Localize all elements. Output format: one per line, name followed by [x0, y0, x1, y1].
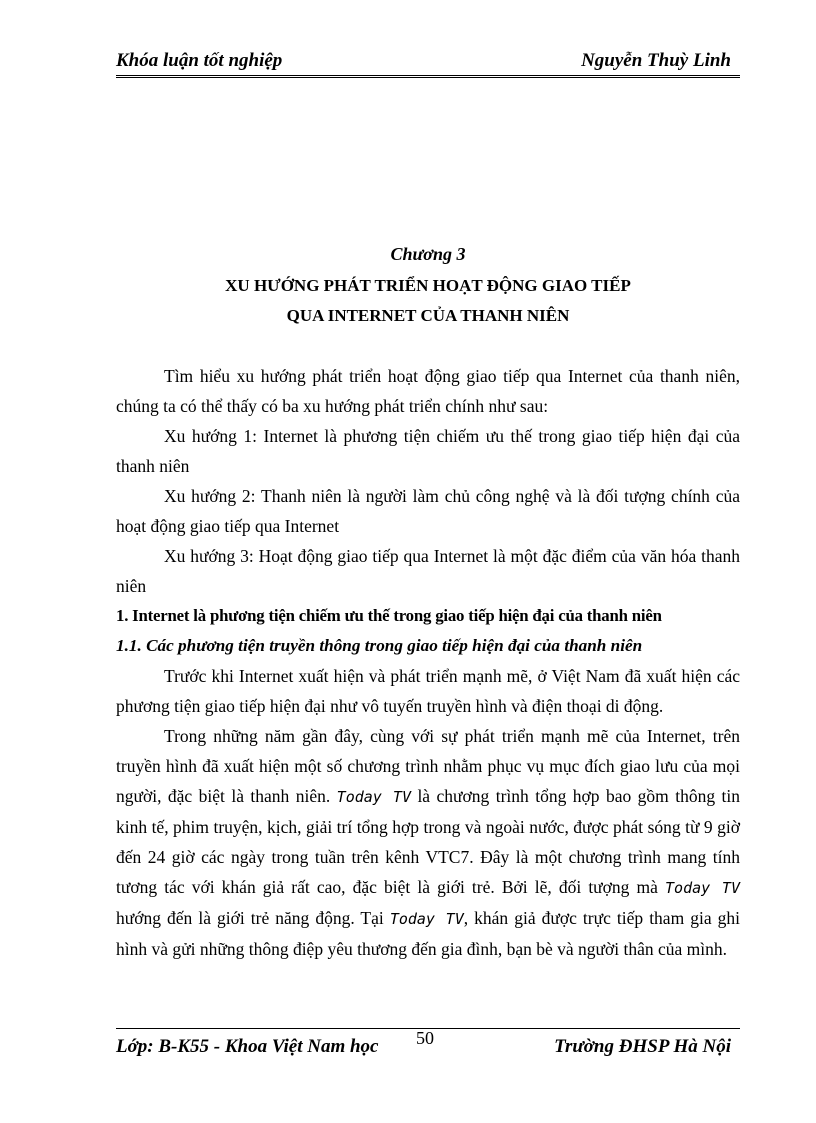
- chapter-title-line1: XU HƯỚNG PHÁT TRIỂN HOẠT ĐỘNG GIAO TIẾP: [225, 276, 631, 295]
- today-tv-name: Today TV: [665, 879, 740, 897]
- paragraph-intro: Tìm hiểu xu hướng phát triển hoạt động giao tiếp qua Internet của thanh niên, chúng ta có thể thấy có ba xu hướng phát triển chính như sau:: [116, 366, 740, 416]
- subsection-heading: 1.1. Các phương tiện truyền thông trong giao tiếp hiện đại của thanh niên: [116, 636, 643, 655]
- chapter-title-line2: QUA INTERNET CỦA THANH NIÊN: [286, 306, 570, 325]
- section-heading: 1. Internet là phương tiện chiếm ưu thế trong giao tiếp hiện đại của thanh niên: [116, 606, 662, 625]
- paragraph-today-tv-part-d: , khán giả được trực tiếp tham gia ghi hình và gửi những thông điệp yêu thương đến gia đình, bạn bè và người thân của mình.: [116, 908, 741, 959]
- chapter-number: Chương 3: [390, 244, 466, 264]
- footer-class-info: Lớp: B-K55 - Khoa Việt Nam học: [116, 1036, 379, 1057]
- paragraph-today-tv-part-b: là chương trình tổng hợp bao gồm thông tin kinh tế, phim truyện, kịch, giải trí tổng hợp trong và ngoài nước, được phát sóng từ 9 giờ đến 24 giờ các ngày trong tuần trên kênh VTC7. Đây là một chương trình mang tính tương tác với khán giả rất cao, đặc biệt là giới trẻ. Bởi lẽ, đối tượng mà: [116, 786, 741, 897]
- today-tv-name: Today TV: [389, 910, 464, 928]
- page-number: 50: [416, 1028, 434, 1048]
- footer-university: Trường ĐHSP Hà Nội: [554, 1036, 731, 1057]
- page-footer: [116, 1028, 731, 1060]
- paragraph-today-tv: [116, 721, 740, 964]
- header-rule: [116, 75, 740, 78]
- page-header: [116, 46, 731, 72]
- today-tv-name: Today TV: [336, 788, 411, 806]
- paragraph-trend-1: Xu hướng 1: Internet là phương tiện chiếm ưu thế trong giao tiếp hiện đại của thanh niên: [116, 426, 740, 476]
- paragraph-trend-3: Xu hướng 3: Hoạt động giao tiếp qua Internet là một đặc điểm của văn hóa thanh niên: [116, 546, 740, 596]
- header-left-title: Khóa luận tốt nghiệp: [116, 50, 283, 71]
- paragraph-trend-2: Xu hướng 2: Thanh niên là người làm chủ công nghệ và là đối tượng chính của hoạt động giao tiếp qua Internet: [116, 486, 740, 536]
- header-author: Nguyễn Thuỳ Linh: [581, 50, 731, 71]
- paragraph-before-internet: Trước khi Internet xuất hiện và phát triển mạnh mẽ, ở Việt Nam đã xuất hiện các phương tiện giao tiếp hiện đại như vô tuyến truyền hình và điện thoại di động.: [116, 666, 740, 716]
- body-content: [116, 361, 740, 964]
- paragraph-today-tv-part-a: Trong những năm gần đây, cùng với sự phát triển mạnh mẽ của Internet, trên truyền hình đã xuất hiện một số chương trình nhằm phục vụ mục đích giao lưu của mọi người, đặc biệt là thanh niên.: [116, 726, 740, 806]
- paragraph-today-tv-part-c: hướng đến là giới trẻ năng động. Tại: [116, 908, 390, 928]
